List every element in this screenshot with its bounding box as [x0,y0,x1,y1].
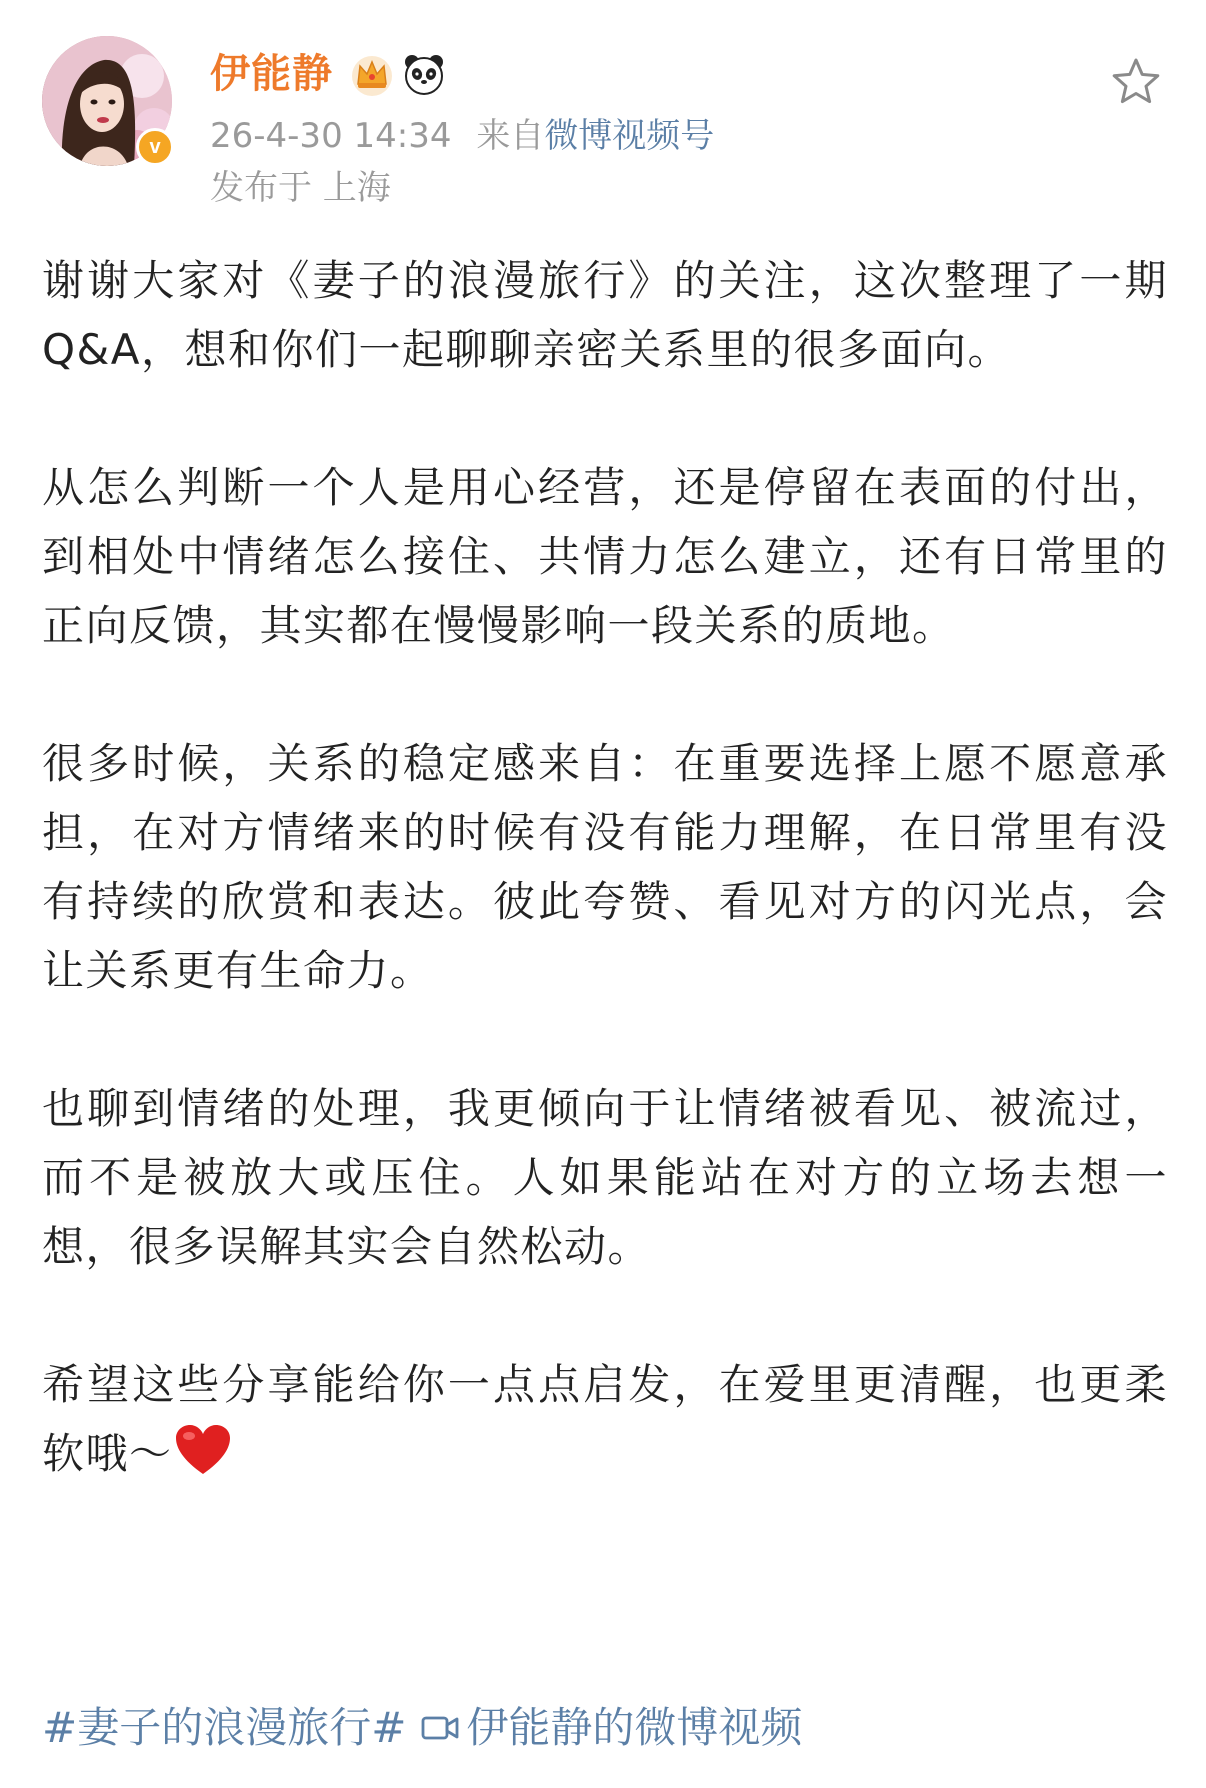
author-name[interactable]: 伊能静 [210,51,333,97]
post-tags [42,1698,802,1758]
star-outline-icon[interactable] [1108,54,1164,110]
post-location: 发布于 上海 [210,168,391,208]
crown-icon[interactable] [348,50,396,98]
closing-text: 希望这些分享能给你一点点启发，在爱里更清醒，也更柔软哦～ [42,1360,1168,1478]
post-paragraph: 也聊到情绪的处理，我更倾向于让情绪被看见、被流过，而不是被放大或压住。人如果能站在对方的立场去想一想，很多误解其实会自然松动。 [42,1084,1168,1271]
video-camera-icon[interactable] [420,1708,460,1748]
post-timestamp: 26-4-30 14:34 [210,116,452,156]
source-link[interactable]: 微博视频号 [544,116,715,156]
post-content [42,246,1168,1488]
author-badges [348,48,448,100]
video-link[interactable]: 伊能静的微博视频 [466,1703,803,1752]
post-closing [42,1350,1168,1488]
post-paragraph: 很多时候，关系的稳定感来自：在重要选择上愿不愿意承担，在对方情绪来的时候有没有能力理解，在日常里有没有持续的欣赏和表达。彼此夸赞、看见对方的闪光点，会让关系更有生命力。 [42,739,1168,995]
verified-badge: v [136,128,174,166]
panda-icon[interactable] [400,50,448,98]
topic-tag-link[interactable]: #妻子的浪漫旅行# [42,1703,407,1752]
red-heart-emoji-icon [173,1422,233,1478]
post-paragraph: 从怎么判断一个人是用心经营，还是停留在表面的付出，到相处中情绪怎么接住、共情力怎么建立，还有日常里的正向反馈，其实都在慢慢影响一段关系的质地。 [42,463,1168,650]
post-meta [210,112,714,160]
post-paragraph: 谢谢大家对《妻子的浪漫旅行》的关注，这次整理了一期 Q&A，想和你们一起聊聊亲密关系里的很多面向。 [42,256,1168,374]
post-header [0,0,1206,208]
source-prefix: 来自 [476,116,545,156]
